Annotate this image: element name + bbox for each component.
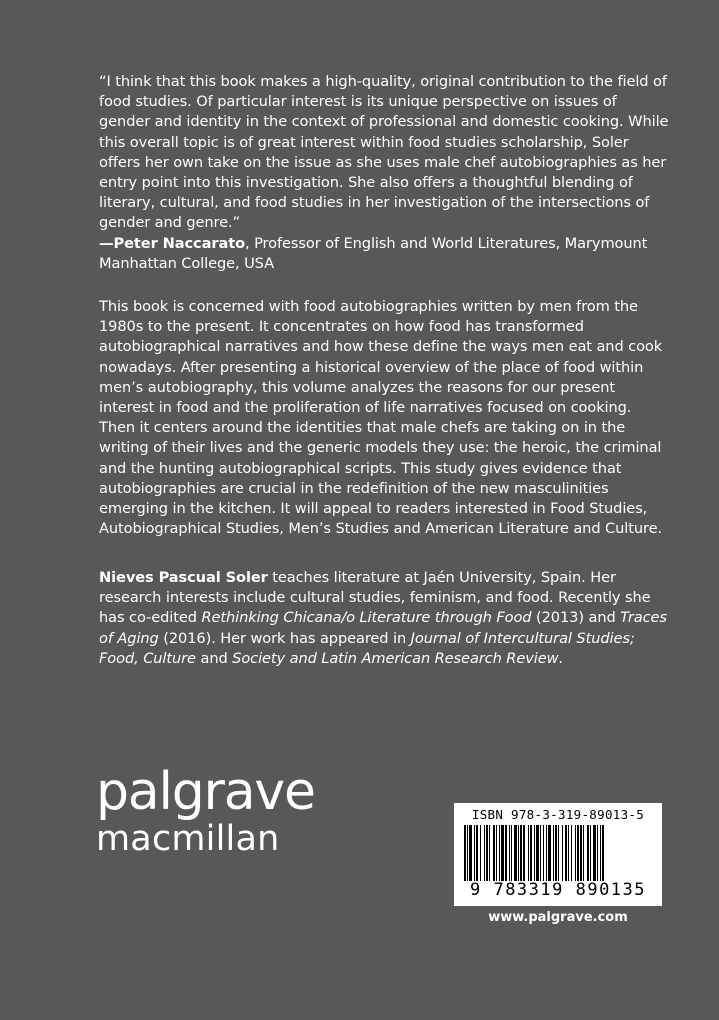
quote-dash: — [99, 234, 114, 252]
bio-part-2: (2013) and [531, 609, 621, 627]
bio-part-5: . [558, 649, 563, 667]
isbn-barcode [454, 803, 662, 906]
bio-part-3: (2016). Her work has appeared in [158, 629, 411, 647]
book-description [99, 297, 669, 539]
quote-text [99, 72, 669, 274]
logo-line-macmillan: macmillan [96, 819, 280, 859]
quote-author-affiliation: , Professor of English and World Literatures, Marymount Manhattan College, USA [99, 234, 648, 272]
quote-body: “I think that this book makes a high-quality, original contribution to the field of food studies. Of particular interest is its unique perspective on issues of gender and identity in the context of professional and domestic cooking. While this overall topic is of great interest within food studies scholarship, Soler offers her own take on the issue as she uses male chef autobiographies as her entry point into this investigation. She also offers a thoughtful blending of literary, cultural, and food studies in her investigation of the intersections of gender and genre.” [99, 73, 669, 232]
journal-title-2: Society and Latin American Research Review [232, 649, 559, 667]
publisher-url: www.palgrave.com [488, 910, 628, 925]
author-bio [99, 568, 669, 669]
quote-author-name: Peter Naccarato [113, 234, 246, 252]
description-text: This book is concerned with food autobiographies written by men from the 1980s to the present. It concentrates on how food has transformed autobiographical narratives and how these define the ways men eat and cook nowadays. After presenting a historical overview of the place of food within men’s autobiography, this volume analyzes the reasons for our present interest in food and the proliferation of life narratives focused on cooking. Then it centers around the identities that male chefs are taking on in the writing of their lives and the generic models they use: the heroic, the criminal and the hunting autobiographical scripts. This study gives evidence that autobiographies are crucial in the redefinition of the new masculinities emerging in the kitchen. It will appeal to readers interested in Food Studies, Autobiographical Studies, Men’s Studies and American Literature and Culture. [99, 298, 663, 538]
barcode-digits: 9 783319 890135 [469, 880, 647, 900]
barcode-bars-icon [464, 825, 652, 881]
journal-title-1: Journal of Intercultural Studies; Food, Culture [99, 629, 635, 667]
publisher-logo [96, 762, 315, 859]
bio-text [99, 568, 669, 669]
back-cover-text [99, 72, 669, 667]
isbn-label: ISBN 978-3-319-89013-5 [471, 807, 645, 822]
endorsement-quote [99, 72, 669, 277]
book-title-2: Traces of Aging [99, 609, 667, 647]
book-title-1: Rethinking Chicana/o Literature through Food [201, 609, 532, 627]
bio-part-4: and [195, 649, 233, 667]
author-name: Nieves Pascual Soler [99, 569, 268, 586]
logo-line-palgrave: palgrave [96, 762, 315, 822]
bio-part-1: teaches literature at Jaén University, Spain. Her research interests include cultural studies, feminism, and food. Recently she has co-edited [99, 569, 651, 627]
